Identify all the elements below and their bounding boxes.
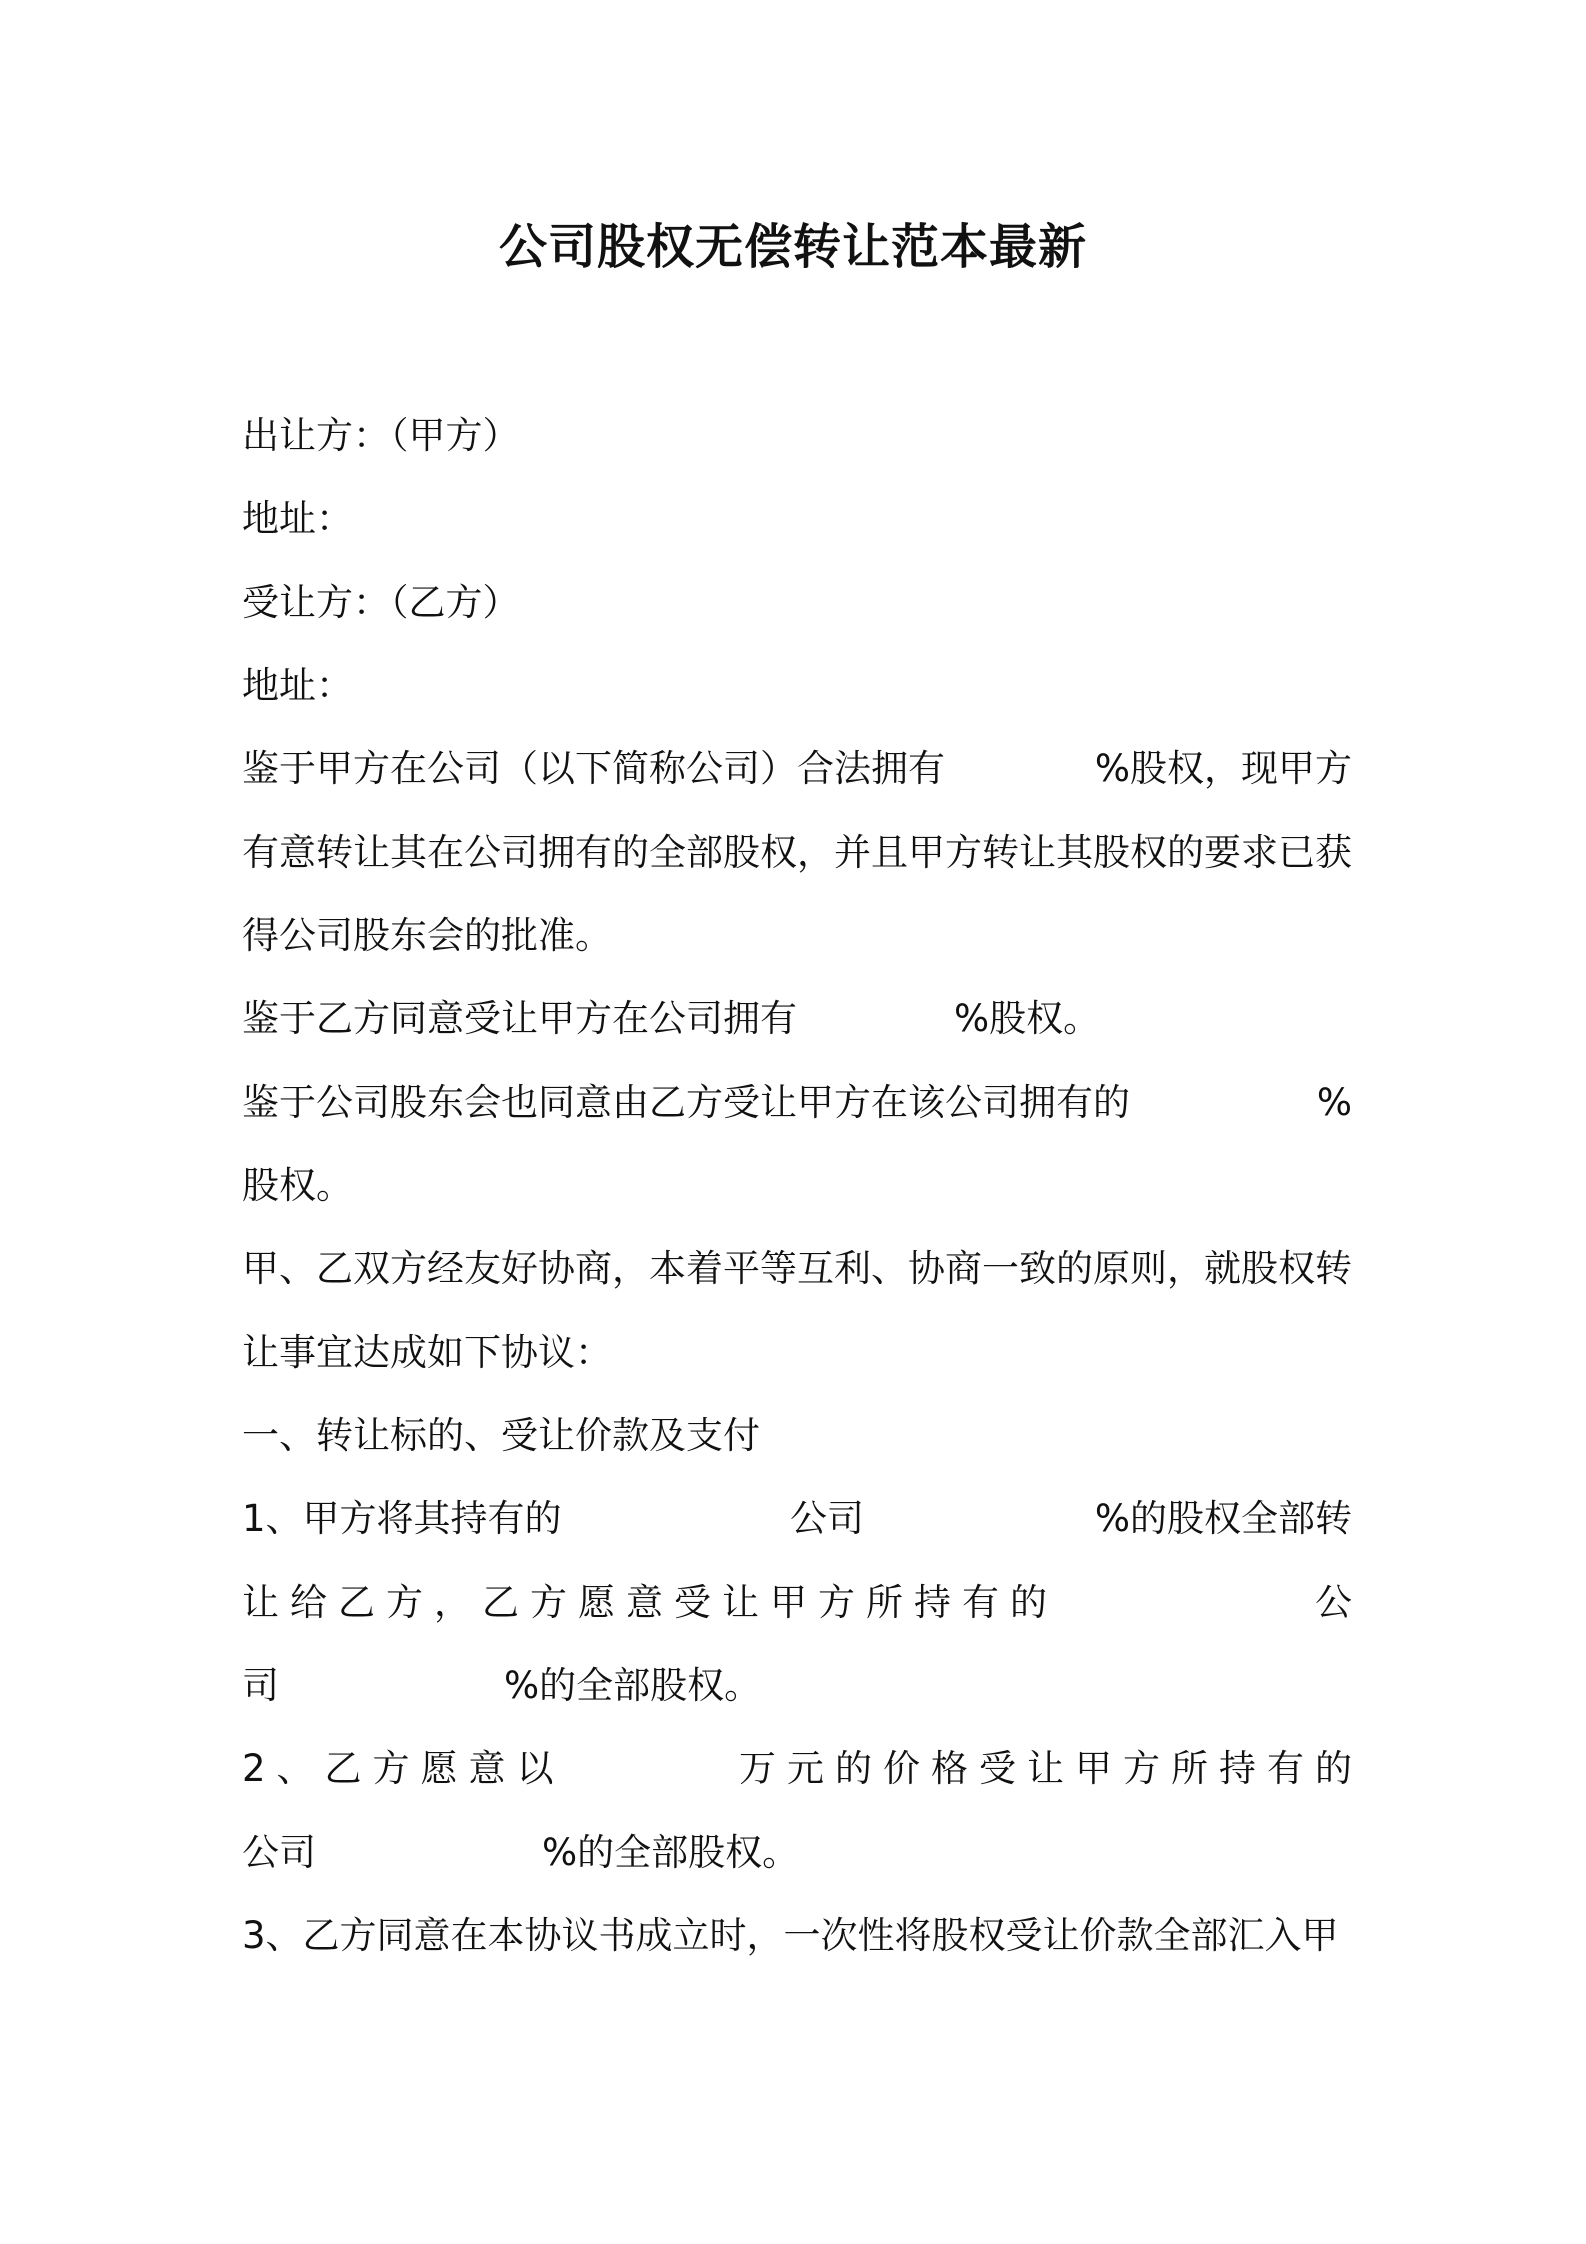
clause1-line2-text-b: 公 bbox=[1315, 1581, 1352, 1624]
recital1-text-a: 鉴于甲方在公司（以下简称公司）合法拥有 bbox=[242, 747, 945, 790]
clause2-text-b: 万元的价格受让甲方所持有的 bbox=[739, 1747, 1363, 1790]
clause1-text-c: %的股权全部转 bbox=[1094, 1497, 1352, 1540]
clause1-line3-text-b: %的全部股权。 bbox=[504, 1664, 762, 1707]
section1-heading: 一、转让标的、受让价款及支付 bbox=[242, 1414, 760, 1457]
recital1-line1 bbox=[242, 741, 1352, 797]
recital4-line2: 让事宜达成如下协议： bbox=[242, 1331, 612, 1374]
recital1-line2: 有意转让其在公司拥有的全部股权，并且甲方转让其股权的要求已获 bbox=[242, 831, 1352, 874]
recital2-text-b: %股权。 bbox=[954, 997, 1101, 1040]
clause2-line2-text-a: 公司 bbox=[242, 1831, 316, 1874]
clause3-line1: 3、乙方同意在本协议书成立时，一次性将股权受让价款全部汇入甲 bbox=[242, 1914, 1339, 1957]
clause1-line2-text-a: 让给乙方，乙方愿意受让甲方所持有的 bbox=[242, 1581, 1058, 1624]
transferor-address-line: 地址： bbox=[242, 497, 353, 540]
recital3-text-a: 鉴于公司股东会也同意由乙方受让甲方在该公司拥有的 bbox=[242, 1081, 1130, 1124]
recital1-line3: 得公司股东会的批准。 bbox=[242, 914, 612, 957]
recital3-text-b: % bbox=[1316, 1081, 1352, 1124]
transferee-line: 受让方：（乙方） bbox=[242, 581, 520, 624]
recital3-line1 bbox=[242, 1075, 1352, 1131]
clause1-text-a: 1、甲方将其持有的 bbox=[242, 1497, 562, 1540]
transferee-address-line: 地址： bbox=[242, 664, 353, 707]
clause1-line2 bbox=[242, 1575, 1352, 1631]
transferor-line: 出让方：（甲方） bbox=[242, 414, 520, 457]
recital4-line1: 甲、乙双方经友好协商，本着平等互利、协商一致的原则，就股权转 bbox=[242, 1247, 1352, 1290]
recital2-text-a: 鉴于乙方同意受让甲方在公司拥有 bbox=[242, 997, 797, 1040]
recital1-text-b: %股权，现甲方 bbox=[1094, 747, 1352, 790]
clause1-line3-text-a: 司 bbox=[242, 1664, 279, 1707]
clause1-text-b: 公司 bbox=[790, 1497, 864, 1540]
clause2-line2-text-b: %的全部股权。 bbox=[542, 1831, 800, 1874]
recital3-line2: 股权。 bbox=[242, 1164, 353, 1207]
document-title: 公司股权无偿转让范本最新 bbox=[498, 219, 1087, 275]
clause2-text-a: 2、乙方愿意以 bbox=[242, 1747, 565, 1790]
